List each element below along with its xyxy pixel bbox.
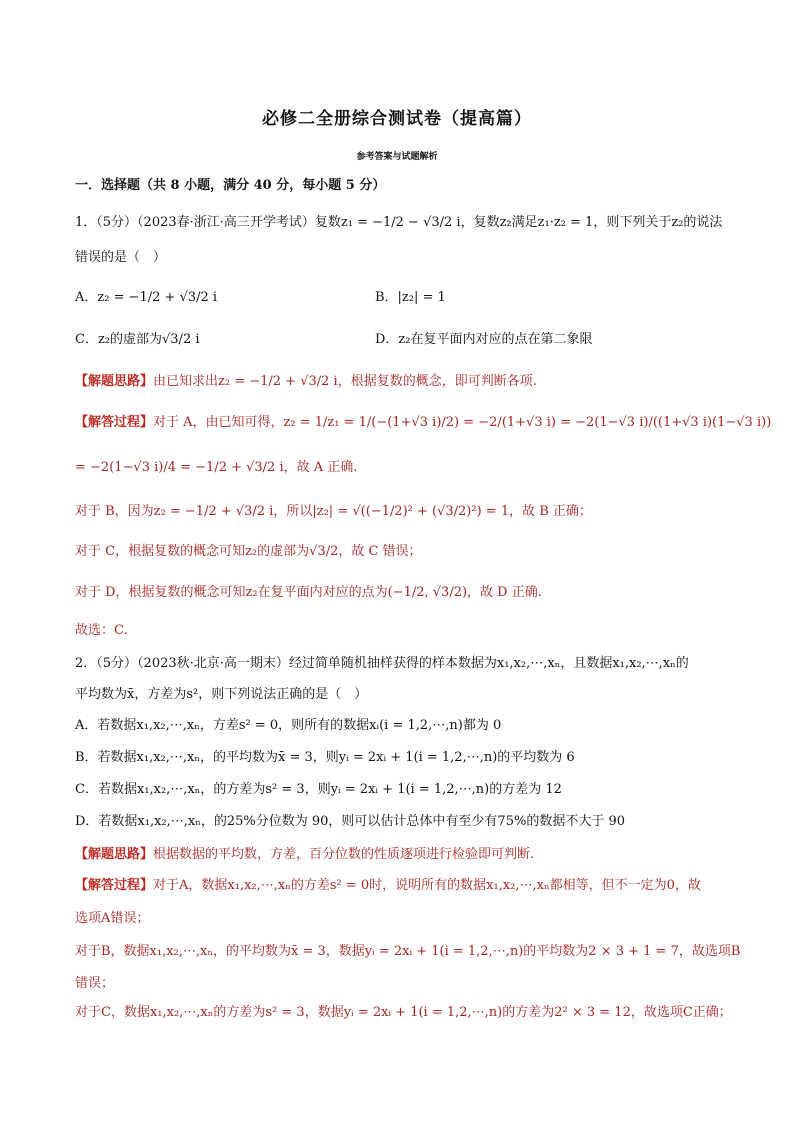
page-title: 必修二全册综合测试卷（提高篇） (262, 109, 532, 129)
q1-idea (75, 373, 537, 391)
q1-answer: 故选：C. (75, 623, 128, 638)
q2-idea-text: 根据数据的平均数，方差，百分位数的性质逐项进行检验即可判断. (153, 847, 535, 862)
q2-option-a: A．若数据x₁,x₂,⋯,xₙ，方差s² = 0，则所有的数据xᵢ(i = 1,2,⋯,n)都为 0 (75, 718, 502, 733)
q2-process-line4: 错误； (75, 976, 115, 991)
q2-option-b: B．若数据x₁,x₂,⋯,xₙ，的平均数为x̄ = 3，则yᵢ = 2xᵢ + 1(i = 1,2,⋯,n)的平均数为 6 (75, 750, 575, 765)
q2-process-text1: 对于A，数据x₁,x₂,⋯,xₙ的方差s² = 0时，说明所有的数据x₁,x₂,⋯,xₙ都相等，但不一定为0，故 (153, 878, 701, 893)
q2-process-line3: 对于B，数据x₁,x₂,⋯,xₙ，的平均数为x̄ = 3，数据yᵢ = 2xᵢ + 1(i = 1,2,⋯,n)的平均数为2 × 3 + 1 = 7，故选项B (75, 944, 741, 959)
q1-process-line4: 对于 C，根据复数的概念可知z₂的虚部为√3/2，故 C 错误； (75, 544, 422, 559)
q1-process-tag: 【解答过程】 (75, 415, 154, 430)
page-subtitle: 参考答案与试题解析 (356, 152, 438, 162)
q2-idea-tag: 【解题思路】 (75, 847, 154, 862)
q2-process-tag: 【解答过程】 (75, 878, 154, 893)
q1-process-line5: 对于 D，根据复数的概念可知z₂在复平面内对应的点为(−1/2, √3/2)，故 D 正确. (75, 585, 542, 600)
q1-option-b: B．|z₂| = 1 (375, 290, 446, 305)
q2-process-line2: 选项A错误； (75, 911, 150, 926)
q2-stem-line1: 2．（5分）（2023秋·北京·高一期末）经过简单随机抽样获得的样本数据为x₁,x₂,⋯,xₙ，且数据x₁,x₂,⋯,xₙ的 (75, 656, 689, 671)
q2-option-d: D．若数据x₁,x₂,⋯,xₙ，的25%分位数为 90，则可以估计总体中有至少有75%的数据不大于 90 (75, 814, 625, 829)
q1-idea-text: 由已知求出z₂ = −1/2 + √3/2 i，根据复数的概念，即可判断各项. (153, 374, 537, 389)
q2-process-line1 (75, 877, 701, 895)
q2-idea (75, 846, 534, 864)
q1-idea-tag: 【解题思路】 (75, 374, 154, 389)
q2-stem-line2: 平均数为x̄，方差为s²，则下列说法正确的是（ ） (75, 687, 368, 702)
q1-process-line2: = −2(1−√3 i)/4 = −1/2 + √3/2 i，故 A 正确. (75, 460, 358, 475)
q1-process-line1 (75, 414, 771, 432)
q2-option-c: C．若数据x₁,x₂,⋯,xₙ，的方差为s² = 3，则yᵢ = 2xᵢ + 1(i = 1,2,⋯,n)的方差为 12 (75, 782, 562, 797)
q2-process-line5: 对于C，数据x₁,x₂,⋯,xₙ的方差为s² = 3，数据yᵢ = 2xᵢ + 1(i = 1,2,⋯,n)的方差为2² × 3 = 12，故选项C正确； (75, 1005, 732, 1020)
q1-stem-line2: 错误的是（ ） (75, 250, 167, 265)
q1-option-a: A．z₂ = −1/2 + √3/2 i (75, 290, 218, 305)
q1-process-text1: 对于 A，由已知可得，z₂ = 1/z₁ = 1/(−(1+√3 i)/2) = −2/(1+√3 i) = −2(1−√3 i)/((1+√3 i)(1−√3 i)) (153, 415, 772, 430)
section-heading: 一．选择题（共 8 小题，满分 40 分，每小题 5 分） (75, 178, 386, 193)
q1-option-c: C．z₂的虚部为√3/2 i (75, 332, 200, 347)
q1-process-line3: 对于 B，因为z₂ = −1/2 + √3/2 i，所以|z₂| = √((−1/2)² + (√3/2)²) = 1，故 B 正确； (75, 504, 592, 519)
q1-stem-line1: 1．（5分）（2023春·浙江·高三开学考试）复数z₁ = −1/2 − √3/2 i，复数z₂满足z₁·z₂ = 1，则下列关于z₂的说法 (75, 215, 723, 230)
q1-option-d: D．z₂在复平面内对应的点在第二象限 (375, 332, 593, 347)
